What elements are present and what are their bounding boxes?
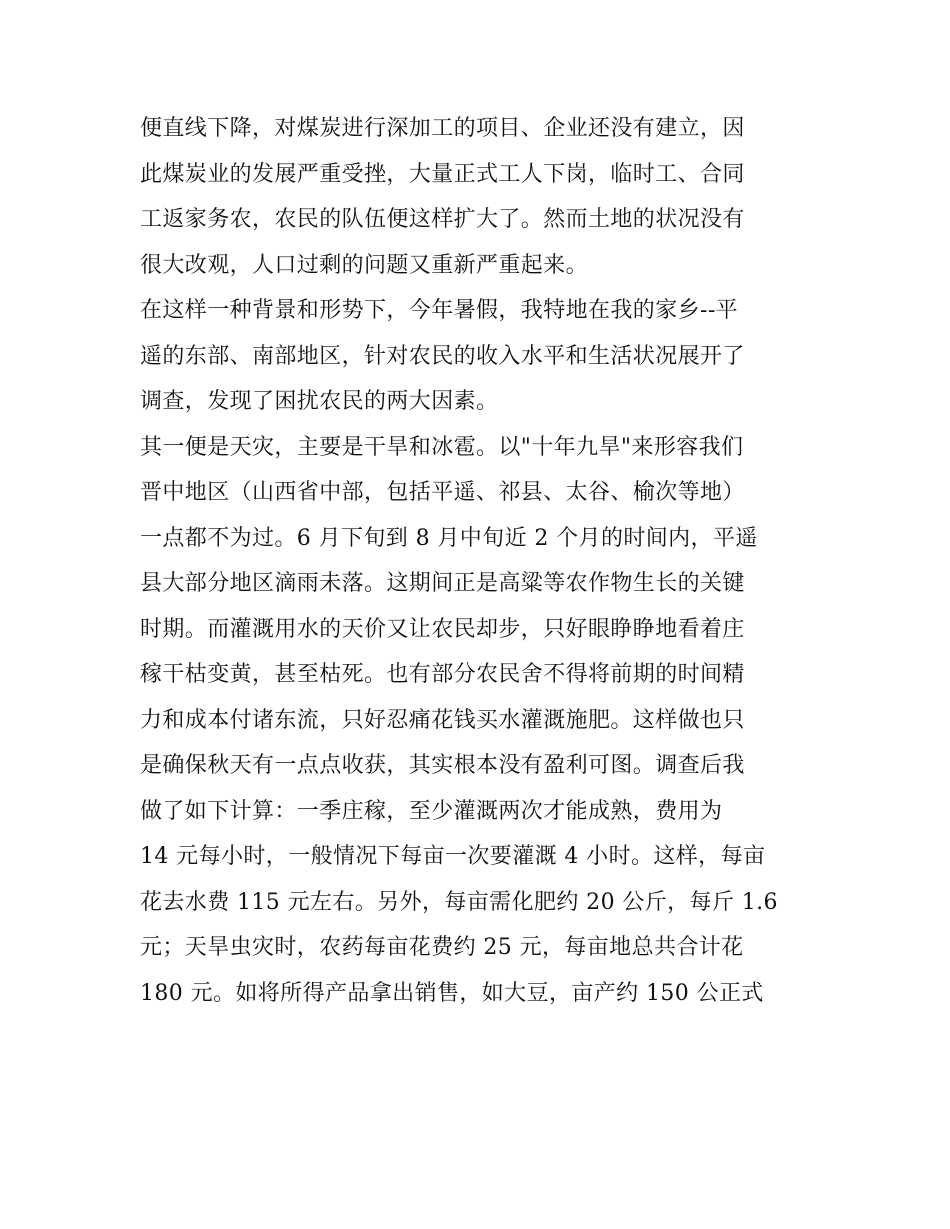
text-line: 14 元每小时，一般情况下每亩一次要灌溉 4 小时。这样，每亩 xyxy=(140,844,766,869)
text-line: 做了如下计算：一季庄稼，至少灌溉两次才能成熟，费用为 xyxy=(140,798,723,824)
text-line: 时期。而灌溉用水的天价又让农民却步，只好眼睁睁地看着庄 xyxy=(140,616,745,642)
text-line: 一点都不为过。6 月下旬到 8 月中旬近 2 个月的时间内，平遥 xyxy=(140,525,758,551)
text-line: 在这样一种背景和形势下，今年暑假，我特地在我的家乡--平 xyxy=(140,298,739,323)
text-line: 其一便是天灾，主要是干旱和冰雹。以"十年九旱"来形容我们 xyxy=(140,434,744,460)
text-line: 很大改观，人口过剩的问题又重新严重起来。 xyxy=(140,252,589,278)
text-line: 180 元。如将所得产品拿出销售，如大豆，亩产约 150 公正式 xyxy=(140,980,764,1006)
text-line: 力和成本付诸东流，只好忍痛花钱买水灌溉施肥。这样做也只 xyxy=(140,707,745,733)
text-line: 晋中地区（山西省中部，包括平遥、祁县、太谷、榆次等地） xyxy=(140,480,745,505)
text-line: 县大部分地区滴雨未落。这期间正是高粱等农作物生长的关键 xyxy=(140,571,745,596)
text-line: 便直线下降，对煤炭进行深加工的项目、企业还没有建立，因 xyxy=(140,116,745,141)
text-line: 此煤炭业的发展严重受挫，大量正式工人下岗，临时工、合同 xyxy=(140,161,745,187)
text-line: 稼干枯变黄，甚至枯死。也有部分农民舍不得将前期的时间精 xyxy=(140,662,745,687)
body-text xyxy=(140,106,820,1016)
text-line: 遥的东部、南部地区，针对农民的收入水平和生活状况展开了 xyxy=(140,343,745,369)
text-line: 是确保秋天有一点点收获，其实根本没有盈利可图。调查后我 xyxy=(140,753,745,778)
text-line: 工返家务农，农民的队伍便这样扩大了。然而土地的状况没有 xyxy=(140,207,745,232)
text-line: 花去水费 115 元左右。另外，每亩需化肥约 20 公斤，每斤 1.6 xyxy=(140,889,778,915)
text-line: 调查，发现了困扰农民的两大因素。 xyxy=(140,389,499,414)
text-line: 元；天旱虫灾时，农药每亩花费约 25 元，每亩地总共合计花 xyxy=(140,935,744,960)
